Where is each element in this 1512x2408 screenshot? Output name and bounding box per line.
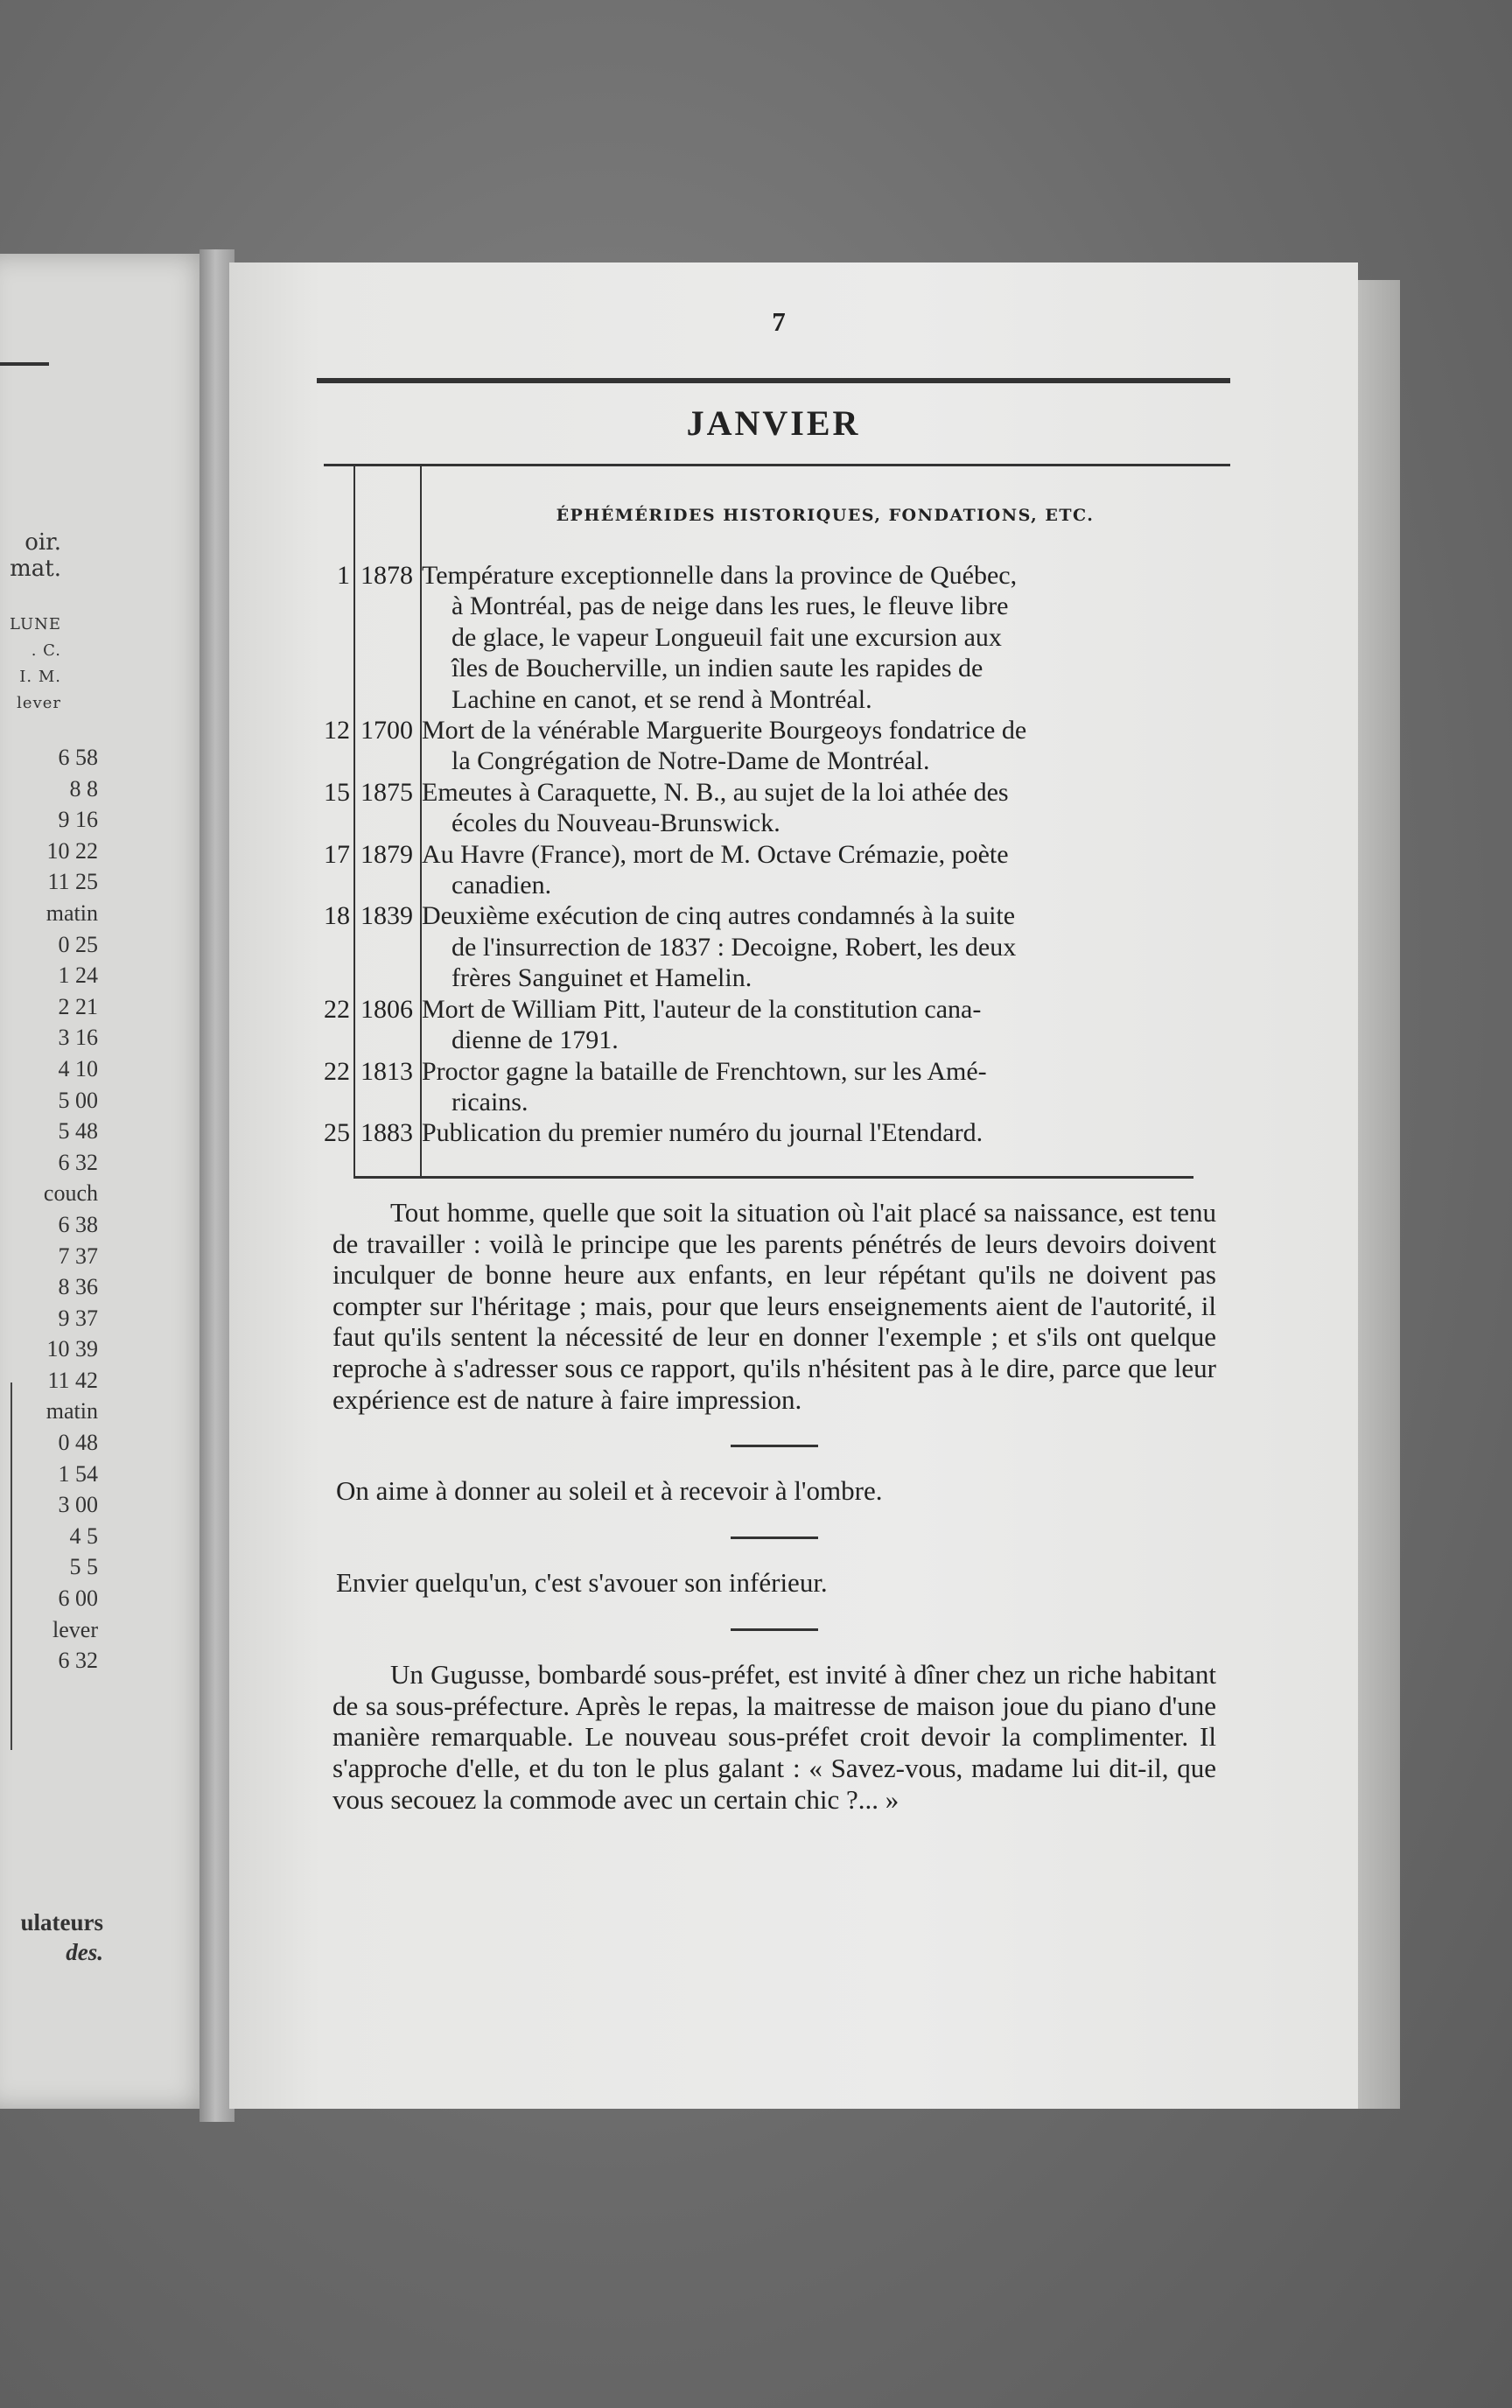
month-title: JANVIER (686, 403, 861, 443)
previous-page-heading-text: . C. (31, 641, 61, 660)
previous-page-time: 1 24 (58, 962, 98, 989)
ephemeris-text (422, 560, 1236, 715)
previous-page-time: 6 32 (58, 1149, 98, 1175)
previous-page-time: 8 8 (69, 775, 98, 802)
previous-page-time: 6 58 (58, 745, 98, 770)
previous-page-time: 6 32 (58, 1648, 98, 1674)
previous-page-time: 9 16 (58, 807, 98, 833)
ephemeris-day: 18 (324, 901, 350, 931)
ephemeris-text (422, 715, 1236, 777)
ephemeris-year: 1806 (360, 994, 413, 1024)
previous-page-time: 0 25 (58, 931, 98, 957)
previous-page-time: 5 00 (58, 1087, 98, 1113)
ephemeris-day: 25 (324, 1118, 350, 1148)
maxim-envy: Envier quelqu'un, c'est s'avouer son inférieur. (336, 1567, 828, 1599)
ephemeris-text (422, 839, 1236, 901)
previous-page-time: 9 37 (58, 1305, 98, 1331)
ephemeris-line: Mort de la vénérable Marguerite Bourgeoys fondatrice de (422, 716, 1027, 746)
ephemeris-row (310, 994, 1236, 1056)
ephemeris-line: écoles du Nouveau-Brunswick. (452, 808, 780, 838)
month-rule (324, 464, 1230, 466)
previous-page-footer-text: des. (66, 1939, 103, 1965)
previous-page-time: 10 22 (46, 837, 98, 864)
page-stack-edge (1358, 280, 1400, 2109)
previous-page-time: 4 5 (69, 1522, 98, 1549)
header-double-rule (317, 378, 1230, 383)
previous-page-time: 6 38 (58, 1211, 98, 1237)
ephemeris-year: 1700 (360, 716, 413, 746)
ephemeris-row (310, 777, 1236, 839)
previous-page-time: couch (43, 1180, 98, 1207)
separator-rule (731, 1445, 818, 1447)
previous-page-time: lever (52, 1616, 98, 1642)
ephemeris-year: 1883 (360, 1118, 413, 1148)
ephemeris-line: Deuxième exécution de cinq autres condamnés à la suite (422, 901, 1016, 931)
previous-page-time: 6 00 (58, 1586, 98, 1612)
ephemeris-row (310, 1117, 1236, 1148)
anecdote-gugusse: Un Gugusse, bombardé sous-préfet, est invité à dîner chez un riche habitant de sa sous-préfecture. Après le repas, la maitresse de maison joue du piano d'une manière remarquable. Le nouveau sous-préfet croit devoir la complimenter. Il s'approche d'elle, et du ton le plus galant : « Savez-vous, madame lui dit-il, que vous secouez la commode avec un certain chic ?... » (332, 1659, 1216, 1815)
previous-page-heading-text: lever (17, 694, 61, 712)
ephemeris-text (422, 994, 1236, 1056)
ephemeris-line: canadien. (452, 871, 552, 900)
page-number: 7 (772, 306, 786, 337)
ephemeris-line: frères Sanguinet et Hamelin. (452, 963, 752, 993)
ephemeris-year: 1813 (360, 1056, 413, 1086)
previous-page-heading-text: mat. (10, 556, 61, 582)
ephemerides-table (310, 560, 1236, 1149)
ephemeris-line: Publication du premier numéro du journal l'Etendard. (422, 1118, 984, 1148)
maxim-sun-shade: On aime à donner au soleil et à recevoir à l'ombre. (336, 1475, 883, 1507)
previous-page-time: 1 54 (58, 1460, 98, 1487)
previous-page-time: 7 37 (58, 1242, 98, 1269)
previous-page-time: 8 36 (58, 1274, 98, 1300)
previous-page-time: 11 25 (47, 869, 98, 895)
ephemeris-line: Au Havre (France), mort de M. Octave Crémazie, poète (422, 839, 1009, 869)
ephemeris-line: de l'insurrection de 1837 : Decoigne, Robert, les deux (452, 932, 1017, 962)
ephemeris-year: 1879 (360, 839, 413, 869)
page-body (332, 1197, 1216, 1815)
ephemeris-row (310, 715, 1236, 777)
previous-page-time: 3 00 (58, 1492, 98, 1518)
ephemeris-line: à Montréal, pas de neige dans les rues, le fleuve libre (452, 592, 1009, 621)
ephemeris-row (310, 1056, 1236, 1118)
previous-page-time: 0 48 (58, 1430, 98, 1456)
ephemeris-year: 1878 (360, 561, 413, 590)
ephemeris-day: 22 (324, 994, 350, 1024)
ephemeris-line: Température exceptionnelle dans la province de Québec, (422, 561, 1018, 590)
ephemeris-day: 1 (337, 561, 350, 590)
paragraph-work: Tout homme, quelle que soit la situation où l'ait placé sa naissance, est tenu de travailler : voilà le principe que les parents pénétrés de leurs devoirs doivent inculquer de bonne heure aux enfants, en leur répétant qu'ils ne doivent pas compter sur l'héritage ; mais, pour que leurs enseignements aient de l'autorité, il faut qu'ils sentent la nécessité de leur en donner l'exemple ; et s'ils ont quelque reproche à s'adresser sous ce rapport, qu'ils n'hésitent pas à le dire, parce que leur expérience est de nature à faire impression. (332, 1197, 1216, 1415)
ephemeris-day: 17 (324, 839, 350, 869)
previous-page-column-rule (10, 1382, 12, 1750)
previous-page-footer-text: ulateurs (20, 1909, 103, 1936)
previous-page-times-column (0, 742, 98, 1676)
ephemeris-line: Mort de William Pitt, l'auteur de la constitution cana- (422, 994, 982, 1024)
previous-page-time: 10 39 (46, 1336, 98, 1362)
previous-page-column-headings (0, 529, 61, 717)
previous-page-time: 5 48 (58, 1118, 98, 1144)
ephemeris-year: 1839 (360, 901, 413, 931)
previous-page-heading-text: LUNE (9, 615, 61, 634)
ephemeris-line: Emeutes à Caraquette, N. B., au sujet de la loi athée des (422, 777, 1009, 807)
ephemeris-text (422, 900, 1236, 993)
ephemeris-line: Proctor gagne la bataille de Frenchtown, sur les Amé- (422, 1056, 987, 1086)
ephemeris-row (310, 839, 1236, 901)
ephemeris-year: 1875 (360, 777, 413, 807)
ephemeris-line: Lachine en canot, et se rend à Montréal. (452, 684, 872, 714)
previous-page-time: matin (46, 900, 98, 926)
ephemeris-line: de glace, le vapeur Longueuil fait une excursion aux (452, 622, 1002, 652)
ephemerides-heading: ÉPHÉMÉRIDES HISTORIQUES, FONDATIONS, ETC. (556, 506, 1095, 525)
ephemeris-line: ricains. (452, 1087, 528, 1116)
ephemeris-line: la Congrégation de Notre-Dame de Montréal. (452, 746, 930, 776)
previous-page-heading-text: oir. (24, 529, 61, 556)
ephemeris-day: 12 (324, 716, 350, 746)
ephemeris-line: dienne de 1791. (452, 1026, 619, 1055)
previous-page-time: 11 42 (47, 1367, 98, 1393)
previous-page-time: 3 16 (58, 1025, 98, 1051)
previous-page-time: matin (46, 1398, 98, 1424)
previous-page-time: 5 5 (69, 1554, 98, 1580)
ephemeris-text (422, 1056, 1236, 1118)
ephemeris-day: 22 (324, 1056, 350, 1086)
ephemeris-text (422, 1117, 1236, 1148)
ephemeris-line: îles de Boucherville, un indien saute les rapides de (452, 654, 984, 683)
previous-page-footer (0, 1908, 103, 1967)
ephemeris-row (310, 900, 1236, 993)
ephemeris-day: 15 (324, 777, 350, 807)
table-bottom-rule (354, 1176, 1194, 1179)
separator-rule (731, 1536, 818, 1539)
ephemeris-text (422, 777, 1236, 839)
previous-page-time: 2 21 (58, 993, 98, 1019)
previous-page-time: 4 10 (58, 1055, 98, 1082)
ephemeris-row (310, 560, 1236, 715)
previous-page-rule (0, 362, 49, 366)
separator-rule (731, 1628, 818, 1631)
previous-page-heading-text: I. M. (19, 668, 61, 686)
page (229, 262, 1358, 2109)
